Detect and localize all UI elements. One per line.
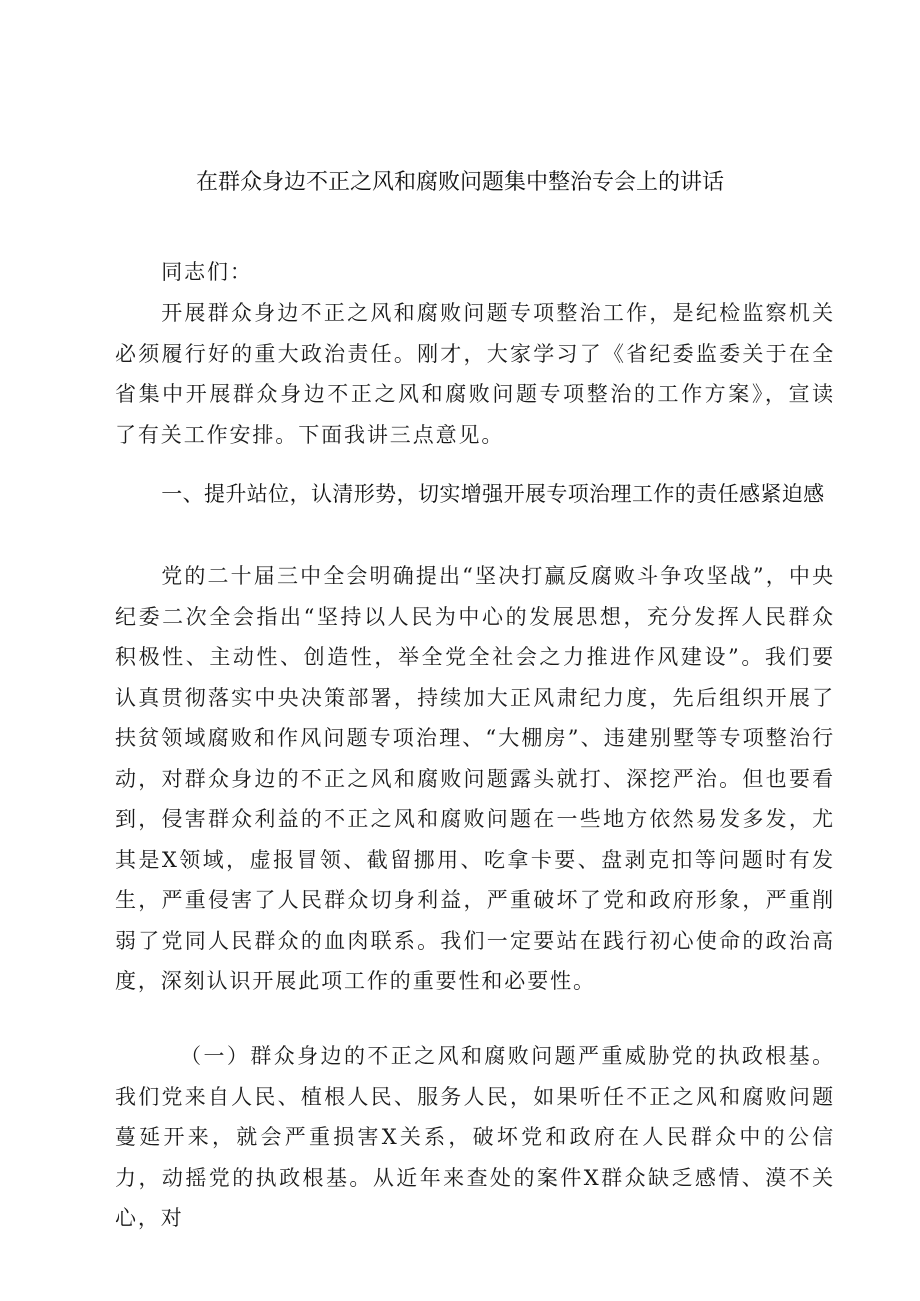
document-title: 在群众身边不正之风和腐败问题集中整治专会上的讲话	[195, 170, 724, 195]
paragraph-situation: 党的二十届三中全会明确提出“坚决打赢反腐败斗争攻坚战”，中央纪委二次全会指出“坚持以人民为中心的发展思想，充分发挥人民群众积极性、主动性、创造性，举全党全社会之力推进作风建设”。我们要认真贯彻落实中央决策部署，持续加大正风肃纪力度，先后组织开展了扶贫领域腐败和作风问题专项治理、“大棚房”、违建别墅等专项整治行动，对群众身边的不正之风和腐败问题露头就打、深挖严治。但也要看到，侵害群众利益的不正之风和腐败问题在一些地方依然易发多发，尤其是X领域，虚报冒领、截留挪用、吃拿卡要、盘剥克扣等问题时有发生，严重侵害了人民群众切身利益，严重破坏了党和政府形象，严重削弱了党同人民群众的血肉联系。我们一定要站在践行初心使命的政治高度，深刻认识开展此项工作的重要性和必要性。	[115, 564, 835, 993]
section-heading-1: 一、提升站位，认清形势，切实增强开展专项治理工作的责任感紧迫感	[161, 482, 825, 506]
salutation: 同志们：	[161, 260, 253, 284]
paragraph-intro: 开展群众身边不正之风和腐败问题专项整治工作，是纪检监察机关必须履行好的重大政治责任。刚才，大家学习了《省纪委监委关于在全省集中开展群众身边不正之风和腐败问题专项整治的工作方案》，宣读了有关工作安排。下面我讲三点意见。	[115, 301, 835, 447]
paragraph-subsection-1: （一）群众身边的不正之风和腐败问题严重威胁党的执政根基。我们党来自人民、植根人民、服务人民，如果听任不正之风和腐败问题蔓延开来，就会严重损害X关系，破坏党和政府在人民群众中的公信力，动摇党的执政根基。从近年来查处的案件X群众缺乏感情、漠不关心，对	[115, 1044, 835, 1230]
